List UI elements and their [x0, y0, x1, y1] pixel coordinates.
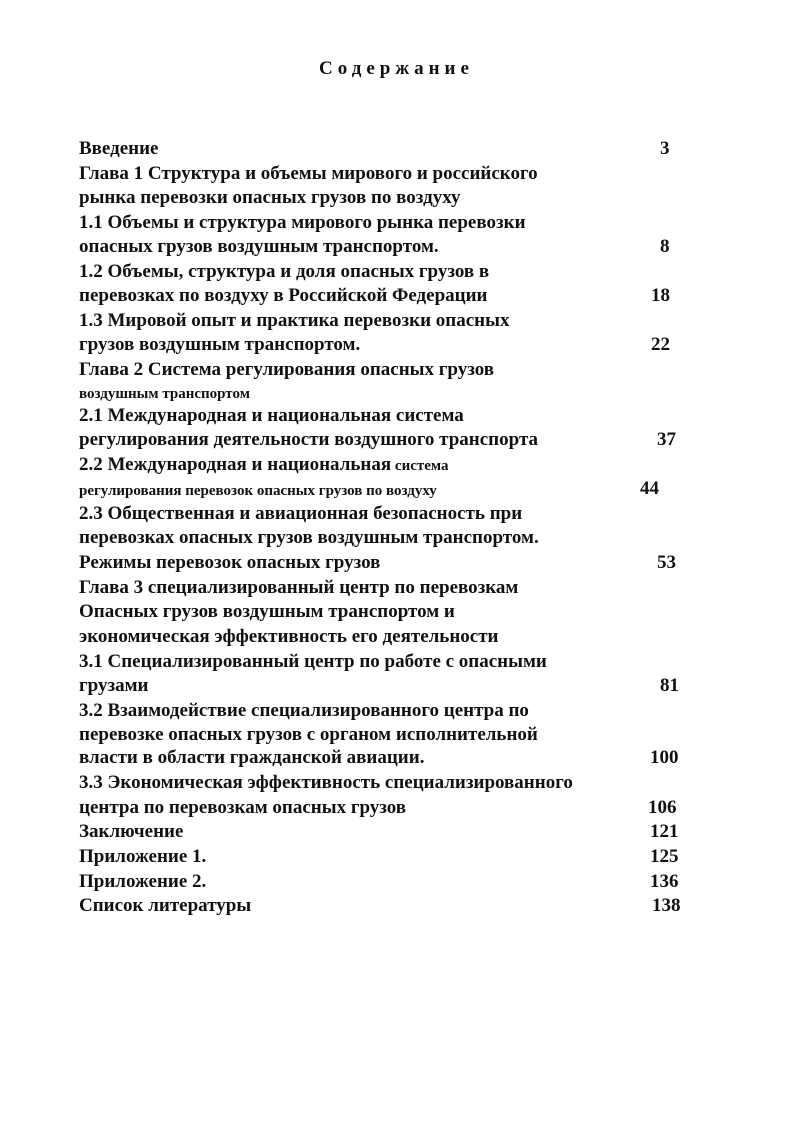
toc-line-chapter-2: Глава 2 Система регулирования опасных грузов [79, 359, 495, 380]
toc-page-2-1: 37 [657, 429, 676, 450]
toc-line-appendix-2: Приложение 2. [79, 871, 207, 892]
toc-page-1-2: 18 [651, 285, 670, 306]
page-title: Содержание [319, 58, 474, 79]
toc-line-2-2 [79, 453, 449, 478]
toc-line-2-1: 2.1 Международная и национальная система [79, 405, 464, 426]
toc-line-3-1: 3.1 Специализированный центр по работе с опасными [79, 651, 547, 672]
toc-line-1-1-cont: опасных грузов воздушным транспортом. [79, 236, 439, 257]
toc-page-references: 138 [652, 895, 681, 916]
toc-line-1-3: 1.3 Мировой опыт и практика перевозки опасных [79, 310, 510, 331]
toc-line-introduction: Введение [79, 138, 159, 159]
toc-line-1-2: 1.2 Объемы, структура и доля опасных грузов в [79, 261, 490, 282]
toc-page-1-3: 22 [651, 334, 670, 355]
toc-line-1-2-cont: перевозках по воздуху в Российской Федерации [79, 285, 488, 306]
toc-page-2-2: 44 [640, 478, 659, 499]
toc-line-appendix-1: Приложение 1. [79, 846, 207, 867]
toc-line-3-2: 3.2 Взаимодействие специализированного центра по [79, 700, 529, 721]
toc-line-3-2-cont: перевозке опасных грузов с органом исполнительной [79, 724, 538, 745]
toc-line-chapter-2-cont: воздушным транспортом [79, 386, 250, 402]
toc-line-2-2-main: 2.2 Международная и национальная [79, 454, 392, 475]
toc-line-chapter-1-cont: рынка перевозки опасных грузов по воздуху [79, 187, 461, 208]
toc-line-2-2-small: система [391, 458, 449, 474]
toc-line-2-3-cont-2: Режимы перевозок опасных грузов [79, 552, 381, 573]
toc-line-2-2-cont: регулирования перевозок опасных грузов по воздуху [79, 483, 437, 499]
toc-line-references: Список литературы [79, 895, 252, 916]
toc-page-appendix-1: 125 [650, 846, 679, 867]
toc-line-chapter-1: Глава 1 Структура и объемы мирового и российского [79, 163, 538, 184]
toc-page-appendix-2: 136 [650, 871, 679, 892]
toc-line-conclusion: Заключение [79, 821, 184, 842]
toc-line-chapter-3-cont: Опасных грузов воздушным транспортом и [79, 601, 455, 622]
toc-page-introduction: 3 [660, 138, 670, 159]
toc-line-1-1: 1.1 Объемы и структура мирового рынка перевозки [79, 212, 526, 233]
toc-page-3-1: 81 [660, 675, 679, 696]
toc-line-2-3-cont: перевозках опасных грузов воздушным транспортом. [79, 527, 539, 548]
toc-line-chapter-3: Глава 3 специализированный центр по перевозкам [79, 577, 519, 598]
toc-line-2-3: 2.3 Общественная и авиационная безопасность при [79, 503, 523, 524]
toc-line-chapter-3-cont-2: экономическая эффективность его деятельности [79, 626, 499, 647]
toc-page-1-1: 8 [660, 236, 670, 257]
toc-line-1-3-cont: грузов воздушным транспортом. [79, 334, 361, 355]
toc-line-3-3: 3.3 Экономическая эффективность специализированного [79, 772, 573, 793]
toc-line-3-3-cont: центра по перевозкам опасных грузов [79, 797, 407, 818]
toc-line-3-1-cont: грузами [79, 675, 149, 696]
toc-line-3-2-cont-2: власти в области гражданской авиации. [79, 747, 425, 768]
toc-line-2-1-cont: регулирования деятельности воздушного транспорта [79, 429, 539, 450]
toc-page-3-3: 106 [648, 797, 677, 818]
toc-page-conclusion: 121 [650, 821, 679, 842]
toc-page-3-2: 100 [650, 747, 679, 768]
toc-page-2-3: 53 [657, 552, 676, 573]
